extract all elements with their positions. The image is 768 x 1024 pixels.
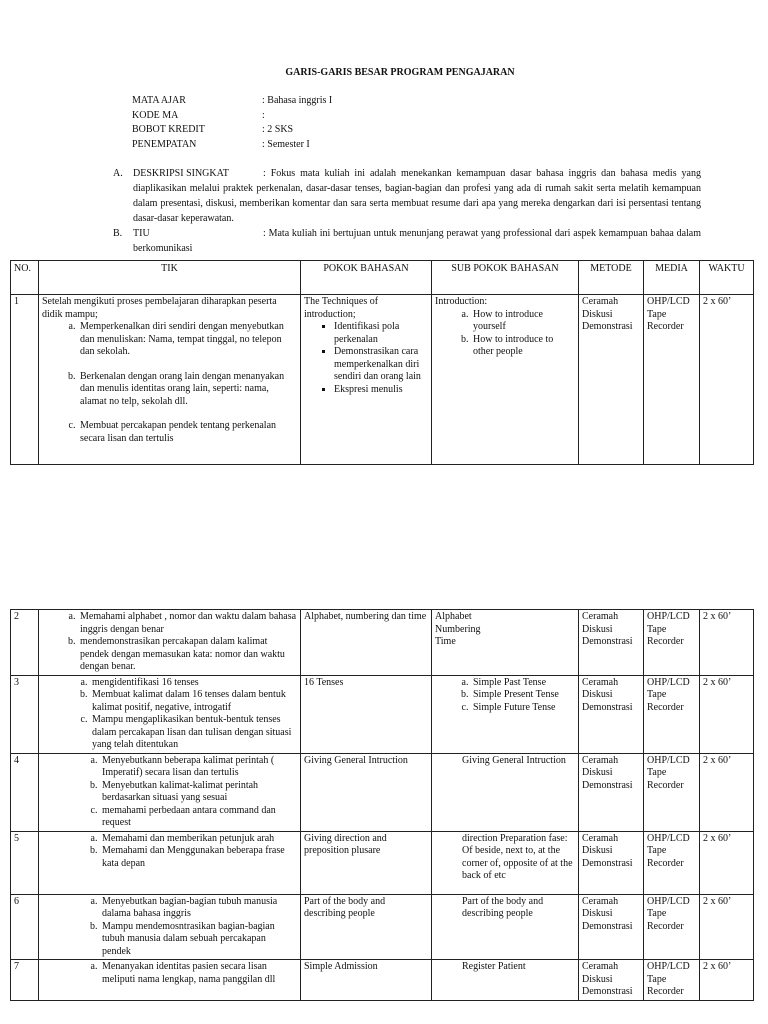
tik-item: b. Mampu mendemosntrasikan bagian-bagian tubuh manusia dalam sebuah percakapan pendek xyxy=(100,921,297,959)
table-row xyxy=(11,610,754,676)
sub-line: Time xyxy=(435,636,456,647)
header-pokok-bahasan: POKOK BAHASAN xyxy=(301,261,432,295)
metode-line: Ceramah xyxy=(582,895,619,907)
cell-no: 5 xyxy=(11,831,39,894)
media-line: OHP/LCD xyxy=(647,961,690,972)
meta-value: : 2 SKS xyxy=(262,124,294,135)
meta-value: : xyxy=(262,109,265,121)
tik-item: a. Menanyakan identitas pasien secara lisan meliputi nama lengkap, nama panggilan dll xyxy=(100,961,297,986)
deskripsi-label: DESKRIPSI SINGKAT xyxy=(133,168,229,179)
meta-label: KODE MA xyxy=(132,109,179,121)
cell-no: 3 xyxy=(11,675,39,753)
header-tik: TIK xyxy=(39,261,301,295)
cell-media xyxy=(644,610,700,676)
header-no: NO. xyxy=(11,261,39,295)
tik-item: a. Memperkenalkan diri sendiri dengan menyebutkan dan menuliskan: Nama, tempat tinggal, no telepon dan sekolah. xyxy=(78,321,297,359)
page-title: GARIS-GARIS BESAR PROGRAM PENGAJARAN xyxy=(285,67,515,78)
cell-tik xyxy=(39,753,301,831)
table-row xyxy=(11,894,754,960)
cell-media xyxy=(644,960,700,1001)
metode-line: Ceramah xyxy=(582,961,619,972)
meta-row-mata-ajar xyxy=(132,95,332,110)
meta-label: BOBOT KREDIT xyxy=(132,124,205,135)
metode-line: Ceramah xyxy=(582,676,619,688)
media-line: Recorder xyxy=(647,701,684,713)
cell-metode xyxy=(579,831,644,894)
cell-waktu: 2 x 60’ xyxy=(700,295,754,465)
tiu-text: : Mata kuliah ini bertujuan untuk menunjang perawat yang professional dari aspek kemampuan bahaa dalam berkomunikasi xyxy=(133,228,701,254)
metode-line: Diskusi xyxy=(582,689,613,700)
cell-no: 2 xyxy=(11,610,39,676)
cell-pokok-bahasan: Simple Admission xyxy=(301,960,432,1001)
cell-metode xyxy=(579,960,644,1001)
metode-line: Diskusi xyxy=(582,623,613,635)
header-waktu: WAKTU xyxy=(700,261,754,295)
cell-sub-pokok-bahasan xyxy=(432,675,579,753)
deskripsi-text: : Fokus mata kuliah ini adalah menekankan kemampuan dasar bahasa inggris dan bahasa medis yang diaplikasikan melalui praktek perkenalan, dasar-dasar tenses, bagian-bagian dan profesi yang ada di rumah sakit serta melatih kemampuan dalam presentasi, diskusi, memberikan komentar dan sara serta membuat resume dari apa yang mereka dengarkan dari isi persentasi tentang dasar-dasar keperawatan. xyxy=(133,168,701,224)
gbpp-table-2 xyxy=(10,609,754,1001)
cell-waktu: 2 x 60’ xyxy=(700,831,754,894)
tiu xyxy=(113,226,701,256)
cell-metode xyxy=(579,675,644,753)
cell-pokok-bahasan: Giving General Intruction xyxy=(301,753,432,831)
tik-item: b. Memahami dan Menggunakan beberapa frase kata depan xyxy=(100,845,297,870)
media-line: Tape xyxy=(647,308,667,320)
media-line: OHP/LCD xyxy=(647,296,690,307)
tiu-label: TIU xyxy=(133,228,150,239)
media-line: Tape xyxy=(647,973,667,985)
cell-waktu: 2 x 60’ xyxy=(700,675,754,753)
cell-waktu: 2 x 60’ xyxy=(700,753,754,831)
metode-line: Demonstrasi xyxy=(582,636,633,647)
tik-item: c. memahami perbedaan antara command dan request xyxy=(100,805,297,830)
tik-item: a. Memahami dan memberikan petunjuk arah xyxy=(100,833,297,846)
meta-value: : Semester I xyxy=(262,138,310,150)
tik-item: c. Membuat percakapan pendek tentang perkenalan secara lisan dan tertulis xyxy=(78,420,297,445)
tik-item: b. Membuat kalimat dalam 16 tenses dalam bentuk kalimat positif, negative, introgatif xyxy=(90,689,297,714)
cell-waktu: 2 x 60’ xyxy=(700,610,754,676)
cell-tik xyxy=(39,831,301,894)
item-marker: B. xyxy=(113,228,123,239)
metode-line: Demonstrasi xyxy=(582,779,633,791)
meta-row-kode-ma xyxy=(132,110,332,125)
item-marker: A. xyxy=(113,168,123,179)
meta-row-penempatan xyxy=(132,139,332,154)
cell-sub-pokok-bahasan xyxy=(432,295,579,465)
media-line: Recorder xyxy=(647,920,684,932)
metode-line: Ceramah xyxy=(582,611,619,622)
cell-waktu: 2 x 60’ xyxy=(700,894,754,960)
sub-item: a. How to introduce yourself xyxy=(471,309,575,334)
cell-metode xyxy=(579,894,644,960)
cell-waktu: 2 x 60’ xyxy=(700,960,754,1001)
cell-pokok-bahasan: Part of the body and describing people xyxy=(301,894,432,960)
sub-item: c. Simple Future Tense xyxy=(471,702,575,715)
course-info xyxy=(132,95,332,153)
cell-sub-pokok-bahasan: Register Patient xyxy=(432,960,579,1001)
cell-tik xyxy=(39,960,301,1001)
table-row xyxy=(11,831,754,894)
sub-item: a. Simple Past Tense xyxy=(471,677,575,690)
table-row xyxy=(11,295,754,465)
metode-line: Diskusi xyxy=(582,845,613,856)
metode-line: Ceramah xyxy=(582,296,619,307)
media-line: Tape xyxy=(647,623,667,635)
pokok-item: ▪ Ekspresi menulis xyxy=(334,384,428,397)
cell-sub-pokok-bahasan: Part of the body and describing people xyxy=(432,894,579,960)
tik-item: a. Menyebutkann beberapa kalimat perintah ( Imperatif) secara lisan dan tertulis xyxy=(100,755,297,780)
media-line: OHP/LCD xyxy=(647,754,690,766)
cell-tik xyxy=(39,894,301,960)
tik-item: b. mendemonstrasikan percakapan dalam kalimat pendek dengan memasukan kata: nomor dan waktu dengan benar. xyxy=(78,636,297,674)
cell-tik xyxy=(39,675,301,753)
media-line: OHP/LCD xyxy=(647,676,690,688)
cell-pokok-bahasan: Alphabet, numbering dan time xyxy=(301,610,432,676)
cell-no: 4 xyxy=(11,753,39,831)
cell-metode xyxy=(579,753,644,831)
meta-label: MATA AJAR xyxy=(132,95,186,106)
sub-line: Alphabet xyxy=(435,611,472,622)
tik-item: b. Berkenalan dengan orang lain dengan menanyakan dan menulis identitas orang lain, seperti: nama, alamat no telp, sekolah dll. xyxy=(78,371,297,409)
cell-no: 6 xyxy=(11,894,39,960)
metode-line: Demonstrasi xyxy=(582,857,633,869)
media-line: Recorder xyxy=(647,986,684,997)
cell-sub-pokok-bahasan xyxy=(432,610,579,676)
metode-line: Diskusi xyxy=(582,308,613,320)
description-section xyxy=(113,166,701,256)
table-row xyxy=(11,753,754,831)
metode-line: Demonstrasi xyxy=(582,321,633,332)
meta-value: : Bahasa inggris I xyxy=(262,95,333,106)
table-row xyxy=(11,960,754,1001)
cell-media xyxy=(644,295,700,465)
media-line: OHP/LCD xyxy=(647,611,690,622)
cell-metode xyxy=(579,610,644,676)
gbpp-table-1 xyxy=(10,260,754,465)
media-line: OHP/LCD xyxy=(647,832,690,844)
metode-line: Ceramah xyxy=(582,832,619,844)
cell-no: 1 xyxy=(11,295,39,465)
pokok-item: ▪ Identifikasi pola perkenalan xyxy=(334,321,428,346)
metode-line: Diskusi xyxy=(582,908,613,919)
cell-no: 7 xyxy=(11,960,39,1001)
metode-line: Demonstrasi xyxy=(582,701,633,713)
cell-pokok-bahasan xyxy=(301,295,432,465)
media-line: Tape xyxy=(647,845,667,856)
header-metode: METODE xyxy=(579,261,644,295)
cell-media xyxy=(644,753,700,831)
media-line: Tape xyxy=(647,689,667,700)
cell-tik xyxy=(39,610,301,676)
cell-media xyxy=(644,894,700,960)
pokok-intro: The Techniques of introduction; xyxy=(304,296,379,320)
media-line: Tape xyxy=(647,767,667,778)
tik-item: b. Menyebutkan kalimat-kalimat perintah berdasarkan situasi yang sesuai xyxy=(100,780,297,805)
tik-item: a. Memahami alphabet , nomor dan waktu dalam bahasa inggris dengan benar xyxy=(78,611,297,636)
cell-media xyxy=(644,675,700,753)
sub-item: b. How to introduce to other people xyxy=(471,334,575,359)
sub-item: b. Simple Present Tense xyxy=(471,689,575,702)
cell-pokok-bahasan: 16 Tenses xyxy=(301,675,432,753)
cell-sub-pokok-bahasan: direction Preparation fase: Of beside, next to, at the corner of, opposite of at the back of etc xyxy=(432,831,579,894)
tik-item: a. mengidentifikasi 16 tenses xyxy=(90,677,297,690)
cell-tik xyxy=(39,295,301,465)
tik-item: a. Menyebutkan bagian-bagian tubuh manusia dalama bahasa inggris xyxy=(100,896,297,921)
cell-pokok-bahasan: Giving direction and preposition plusare xyxy=(301,831,432,894)
header-sub-pokok-bahasan: SUB POKOK BAHASAN xyxy=(432,261,579,295)
media-line: Recorder xyxy=(647,779,684,791)
media-line: Tape xyxy=(647,908,667,919)
metode-line: Demonstrasi xyxy=(582,986,633,997)
pokok-item: ▪ Demonstrasikan cara memperkenalkan diri sendiri dan orang lain xyxy=(334,346,428,384)
metode-line: Ceramah xyxy=(582,754,619,766)
sub-line: Numbering xyxy=(435,623,481,635)
cell-metode xyxy=(579,295,644,465)
tik-item: c. Mampu mengaplikasikan bentuk-bentuk tenses dalam percakapan lisan dan tulisan dengan situasi yang telah ditentukan xyxy=(90,714,297,752)
sub-intro: Introduction: xyxy=(435,296,488,307)
header-media: MEDIA xyxy=(644,261,700,295)
cell-sub-pokok-bahasan: Giving General Intruction xyxy=(432,753,579,831)
meta-row-bobot-kredit xyxy=(132,124,332,139)
metode-line: Diskusi xyxy=(582,973,613,985)
metode-line: Demonstrasi xyxy=(582,920,633,932)
table-row xyxy=(11,675,754,753)
cell-media xyxy=(644,831,700,894)
tik-intro: Setelah mengikuti proses pembelajaran diharapkan peserta didik mampu; xyxy=(42,296,277,320)
table-header-row xyxy=(11,261,754,295)
media-line: Recorder xyxy=(647,857,684,869)
meta-label: PENEMPATAN xyxy=(132,138,197,150)
deskripsi-singkat xyxy=(113,166,701,226)
media-line: Recorder xyxy=(647,321,684,332)
media-line: Recorder xyxy=(647,636,684,647)
metode-line: Diskusi xyxy=(582,767,613,778)
media-line: OHP/LCD xyxy=(647,895,690,907)
